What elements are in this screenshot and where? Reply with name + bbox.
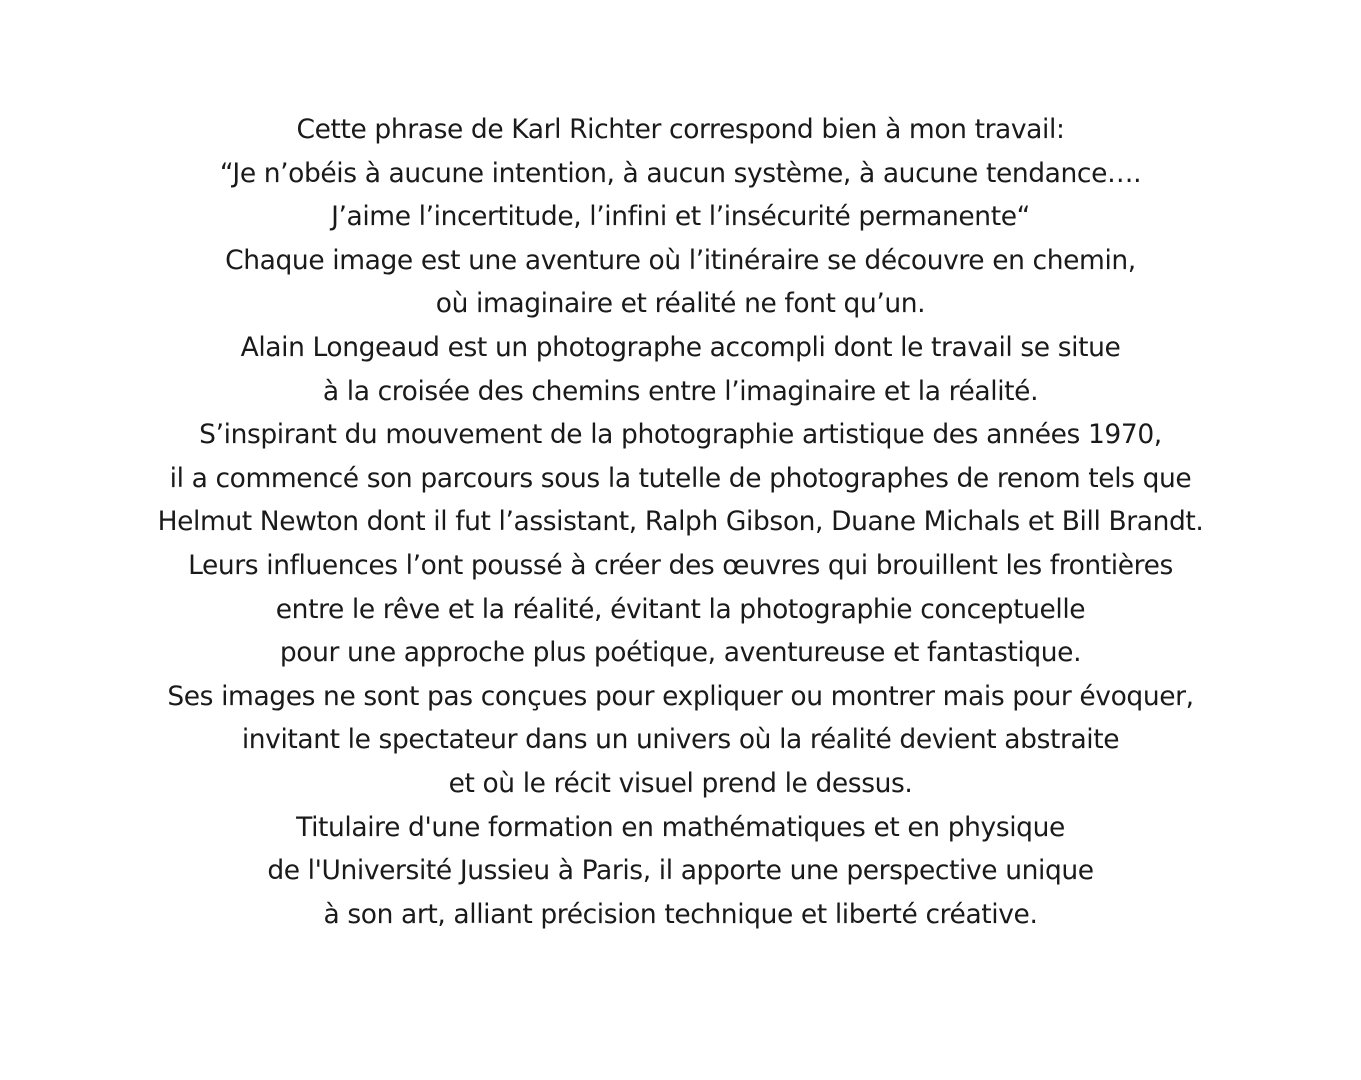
text-line: de l'Université Jussieu à Paris, il apporte une perspective unique [267, 855, 1094, 887]
text-line: Leurs influences l’ont poussé à créer des œuvres qui brouillent les frontières [188, 549, 1173, 581]
text-line: et où le récit visuel prend le dessus. [448, 767, 913, 799]
text-line: Cette phrase de Karl Richter correspond bien à mon travail: [296, 114, 1065, 145]
text-line: à la croisée des chemins entre l’imaginaire et la réalité. [322, 375, 1039, 407]
text-line: S’inspirant du mouvement de la photographie artistique des années 1970, [199, 419, 1162, 451]
text-line: où imaginaire et réalité ne font qu’un. [435, 288, 926, 320]
text-line: “Je n’obéis à aucune intention, à aucun système, à aucune tendance…. [219, 157, 1142, 189]
text-line: entre le rêve et la réalité, évitant la photographie conceptuelle [275, 593, 1086, 625]
text-line: pour une approche plus poétique, aventureuse et fantastique. [279, 637, 1082, 669]
text-line: invitant le spectateur dans un univers où la réalité devient abstraite [241, 724, 1120, 756]
text-line: Alain Longeaud est un photographe accompli dont le travail se situe [240, 331, 1121, 363]
text-line: Helmut Newton dont il fut l’assistant, Ralph Gibson, Duane Michals et Bill Brandt. [157, 506, 1204, 538]
artist-statement [0, 108, 1361, 936]
text-line: Chaque image est une aventure où l’itinéraire se découvre en chemin, [225, 244, 1136, 276]
text-line: Titulaire d'une formation en mathématiques et en physique [296, 811, 1065, 843]
text-line: Ses images ne sont pas conçues pour expliquer ou montrer mais pour évoquer, [167, 680, 1194, 712]
text-line: à son art, alliant précision technique et liberté créative. [323, 898, 1038, 930]
text-line: il a commencé son parcours sous la tutelle de photographes de renom tels que [169, 462, 1192, 494]
text-line: J’aime l’incertitude, l’infini et l’insécurité permanente“ [331, 201, 1030, 233]
